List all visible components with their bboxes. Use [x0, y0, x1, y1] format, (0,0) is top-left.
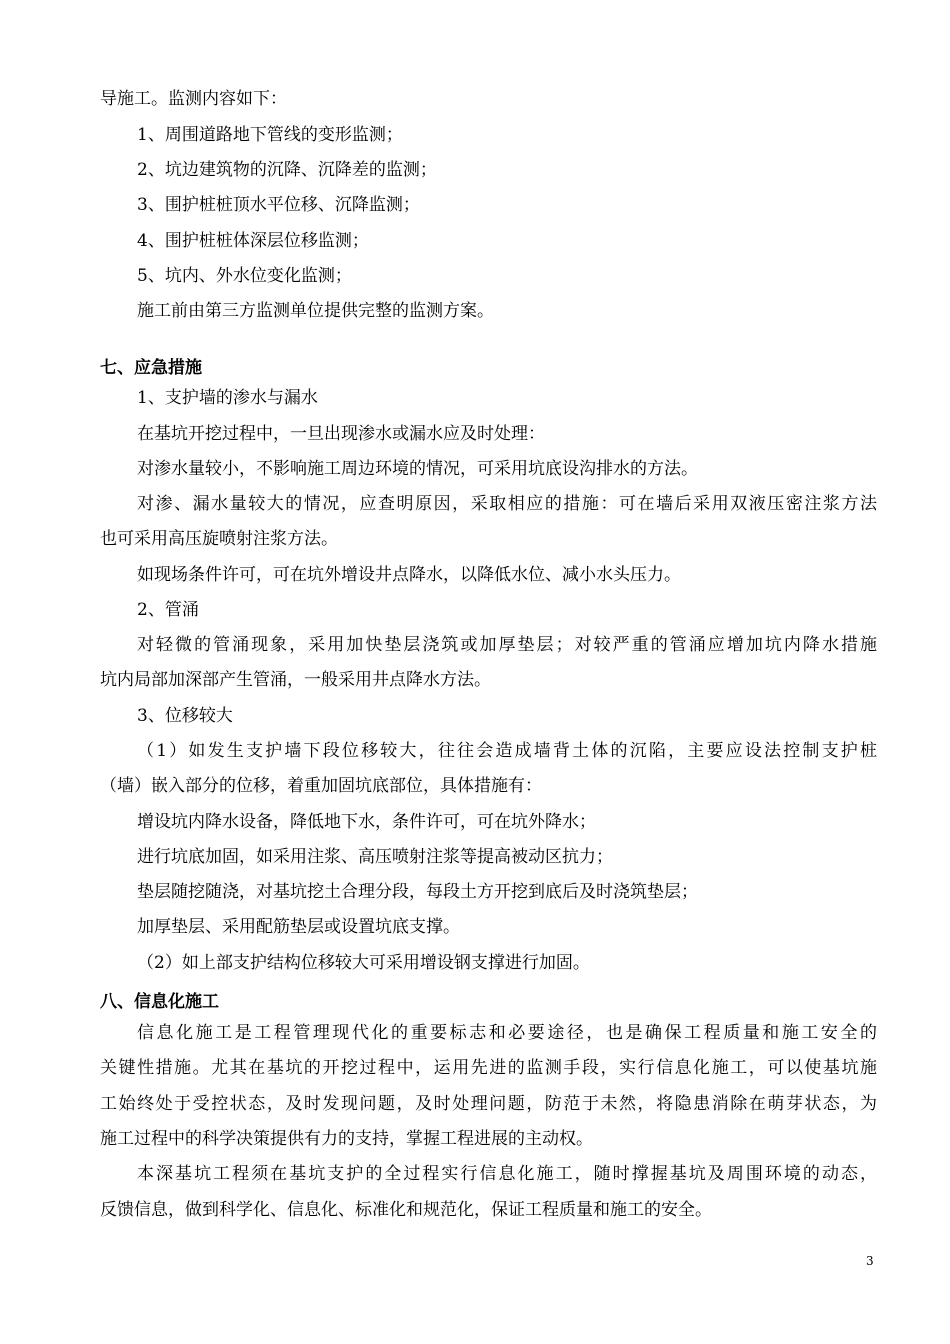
text-line: 在基坑开挖过程中，一旦出现渗水或漏水应及时处理： [137, 424, 545, 444]
section-heading: 七、应急措施 [100, 358, 202, 378]
list-item: 3、围护桩桩顶水平位移、沉降监测； [137, 195, 420, 215]
section-heading: 八、信息化施工 [100, 992, 219, 1012]
text-line: 对渗水量较小，不影响施工周边环境的情况，可采用坑底设沟排水的方法。 [137, 459, 698, 479]
text-line: （2）如上部支护结构位移较大可采用增设钢支撑进行加固。 [137, 953, 590, 973]
text-line: 施工过程中的科学决策提供有力的支持，掌握工程进展的主动权。 [100, 1129, 593, 1149]
text-line: 信息化施工是工程管理现代化的重要标志和必要途径，也是确保工程质量和施工安全的 [137, 1023, 877, 1043]
text-line: （墙）嵌入部分的位移，着重加固坑底部位，具体措施有： [100, 776, 542, 796]
text-line: 也可采用高压旋喷射注浆方法。 [100, 529, 338, 549]
text-line: 如现场条件许可，可在坑外增设井点降水，以降低水位、减小水头压力。 [137, 565, 681, 585]
text-line: 对渗、漏水量较大的情况，应查明原因，采取相应的措施：可在墙后采用双液压密注浆方法 [137, 494, 877, 514]
text-line: 对轻微的管涌现象，采用加快垫层浇筑或加厚垫层；对较严重的管涌应增加坑内降水措施 [137, 635, 877, 655]
text-line: 本深基坑工程须在基坑支护的全过程实行信息化施工，随时撑握基坑及周围环境的动态， [137, 1164, 877, 1184]
page-number: 3 [866, 1254, 874, 1268]
list-item: 1、周围道路地下管线的变形监测； [137, 125, 403, 145]
text-line: 工始终处于受控状态，及时发现问题，及时处理问题，防范于未然，将隐患消除在萌芽状态，为 [100, 1094, 877, 1114]
text-line: 坑内局部加深部产生管涌，一般采用井点降水方法。 [100, 670, 491, 690]
list-item: 增设坑内降水设备，降低地下水，条件许可，可在坑外降水； [137, 812, 596, 832]
subsection-heading: 1、支护墙的渗水与漏水 [137, 388, 318, 408]
list-item: 4、围护桩桩体深层位移监测； [137, 231, 369, 251]
list-item: 加厚垫层、采用配筋垫层或设置坑底支撑。 [137, 917, 460, 937]
text-line: 施工前由第三方监测单位提供完整的监测方案。 [137, 301, 494, 321]
subsection-heading: 2、管涌 [137, 600, 199, 620]
subsection-heading: 3、位移较大 [137, 706, 233, 726]
list-item: 垫层随挖随浇，对基坑挖土合理分段，每段土方开挖到底后及时浇筑垫层； [137, 882, 698, 902]
list-item: 进行坑底加固，如采用注浆、高压喷射注浆等提高被动区抗力； [137, 847, 613, 867]
text-line: 反馈信息，做到科学化、信息化、标准化和规范化，保证工程质量和施工的安全。 [100, 1200, 712, 1220]
list-item: 5、坑内、外水位变化监测； [137, 266, 352, 286]
list-item: 2、坑边建筑物的沉降、沉降差的监测； [137, 160, 437, 180]
text-line: 导施工。监测内容如下： [100, 89, 287, 109]
text-line: （1）如发生支护墙下段位移较大，往往会造成墙背土体的沉陷，主要应设法控制支护桩 [137, 741, 877, 761]
text-line: 关键性措施。尤其在基坑的开挖过程中，运用先进的监测手段，实行信息化施工，可以使基坑施 [100, 1058, 877, 1078]
